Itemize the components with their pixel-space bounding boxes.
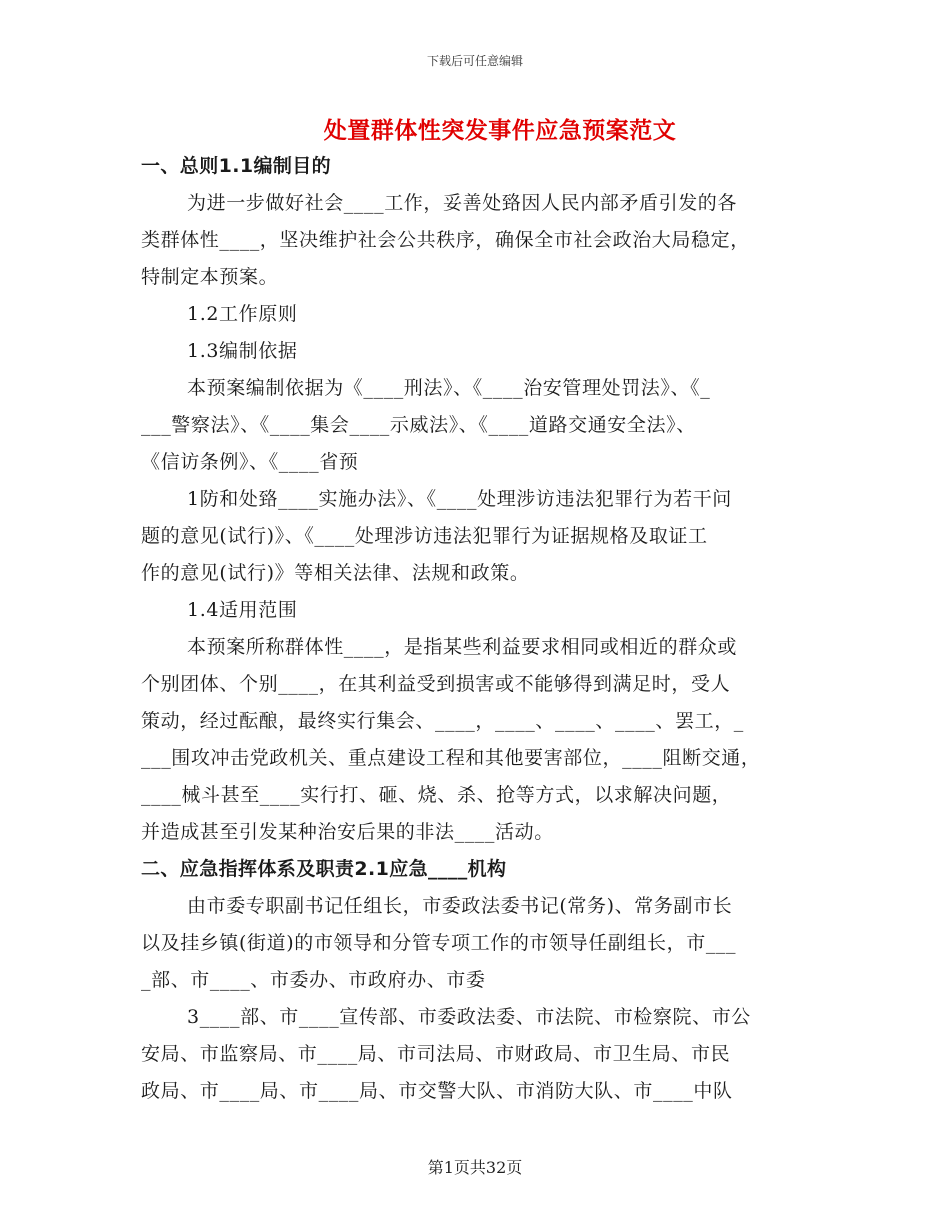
paragraph-line: ____械斗甚至____实行打、砸、烧、杀、抢等方式，以求解决问题，	[141, 784, 732, 806]
paragraph-line: 《信访条例》、《____省预	[141, 451, 359, 473]
paragraph-line: 特制定本预案。	[141, 266, 279, 288]
paragraph-line: 本预案所称群体性____，是指某些利益要求相同或相近的群众或	[187, 636, 738, 658]
paragraph-line: 题的意见(试行)》、《____处理涉访违法犯罪行为证据规格及取证工	[141, 525, 708, 547]
section-heading-command: 二、应急指挥体系及职责2.1应急____机构	[141, 858, 507, 880]
paragraph-line: 作的意见(试行)》等相关法律、法规和政策。	[141, 562, 530, 584]
paragraph-line: 安局、市监察局、市____局、市司法局、市财政局、市卫生局、市民	[141, 1043, 731, 1065]
document-body	[141, 148, 811, 1110]
paragraph-line: ___警察法》、《____集会____示威法》、《____道路交通安全法》、	[141, 414, 696, 436]
page-header-note: 下载后可任意编辑	[426, 54, 523, 68]
paragraph-line: 本预案编制依据为《____刑法》、《____治安管理处罚法》、《_	[187, 377, 711, 399]
paragraph-line: 1防和处臵____实施办法》、《____处理涉访违法犯罪行为若干问	[187, 488, 732, 510]
subsection-heading-scope: 1.4适用范围	[187, 599, 298, 621]
paragraph-line: 为进一步做好社会____工作，妥善处臵因人民内部矛盾引发的各	[187, 192, 738, 214]
page-number-footer: 第1页共32页	[427, 1158, 523, 1177]
paragraph-line: 以及挂乡镇(街道)的市领导和分管专项工作的市领导任副组长，市___	[141, 932, 737, 954]
paragraph-line: ___围攻冲击党政机关、重点建设工程和其他要害部位，____阻断交通，	[141, 747, 761, 769]
subsection-heading-basis: 1.3编制依据	[187, 340, 298, 362]
paragraph-line: 由市委专职副书记任组长，市委政法委书记(常务)、常务副市长	[187, 895, 733, 917]
paragraph-line: 类群体性____，坚决维护社会公共秩序，确保全市社会政治大局稳定，	[141, 229, 750, 251]
paragraph-line: 3____部、市____宣传部、市委政法委、市法院、市检察院、市公	[187, 1006, 751, 1028]
paragraph-line: _部、市____、市委办、市政府办、市委	[141, 969, 486, 991]
section-heading-general: 一、总则1.1编制目的	[141, 155, 332, 177]
paragraph-line: 策动，经过酝酿，最终实行集会、____，____、____、____、罢工，_	[141, 710, 744, 732]
paragraph-line: 并造成甚至引发某种治安后果的非法____活动。	[141, 821, 554, 843]
paragraph-line: 政局、市____局、市____局、市交警大队、市消防大队、市____中队	[141, 1080, 733, 1102]
paragraph-line: 个别团体、个别____，在其利益受到损害或不能够得到满足时，受人	[141, 673, 731, 695]
document-title: 处置群体性突发事件应急预案范文	[323, 118, 677, 144]
subsection-heading-principles: 1.2工作原则	[187, 303, 298, 325]
